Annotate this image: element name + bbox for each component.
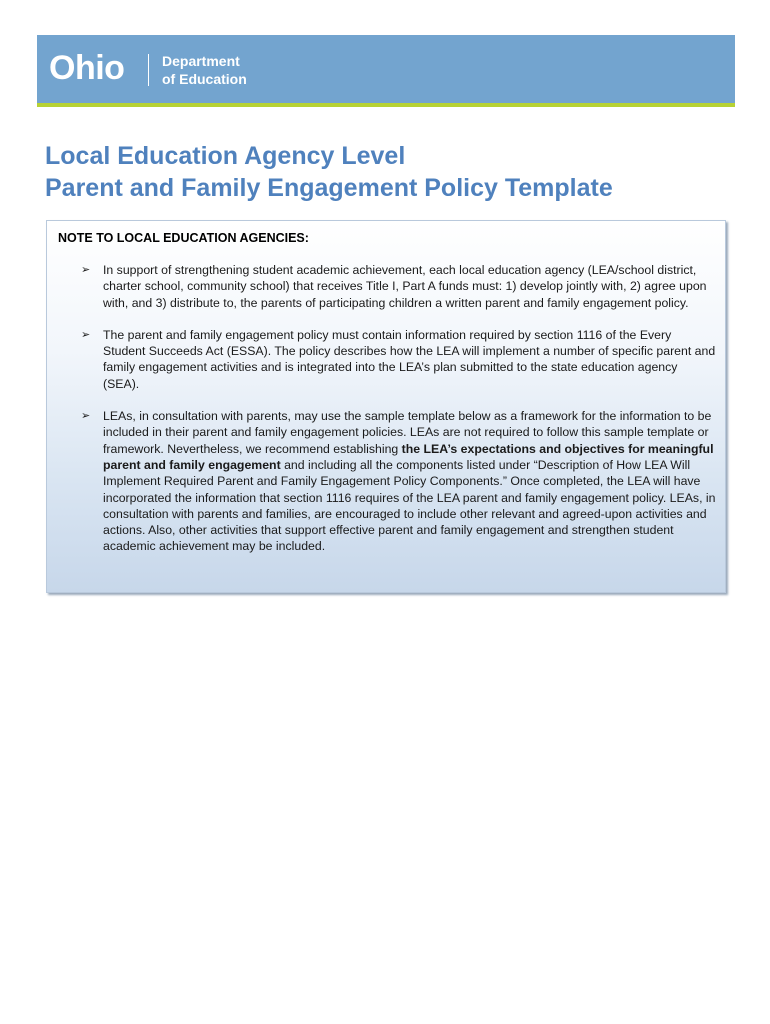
logo-divider [148, 54, 149, 86]
note-item [81, 408, 717, 555]
header-accent-stripe [37, 103, 735, 107]
note-list [81, 262, 717, 571]
arrowhead-bullet-icon: ➢ [81, 263, 91, 276]
note-heading: NOTE TO LOCAL EDUCATION AGENCIES: [58, 231, 309, 245]
department-line-2: of Education [162, 71, 247, 87]
note-item [81, 262, 717, 311]
document-title-line-2: Parent and Family Engagement Policy Template [45, 174, 613, 202]
arrowhead-bullet-icon: ➢ [81, 409, 91, 423]
note-item-text-after: and including all the components listed under “Description of How LEA Will Implement Required Parent and Family Engagement Policy Components.” Once completed, the LEA will have incorporated the information that section 1116 requires of the LEA parent and family engagement policy. LEAs, in consultation with parents and families, are encouraged to include other relevant and agreed-upon activities and actions. Also, other activities that support effective parent and family engagement and strengthen student academic achievement may be included. [103, 457, 716, 554]
note-box [46, 220, 726, 593]
ohio-logo-wordmark: Ohio [49, 49, 125, 87]
department-line-1: Department [162, 53, 240, 69]
note-item-text: In support of strengthening student academic achievement, each local education agency (LEA/school district, charter school, community school) that receives Title I, Part A funds must: 1) develop jointly with, 2) agree upon with, and 3) distribute to, the parents of participating children a written parent and family engagement policy. [103, 263, 707, 310]
document-title [45, 140, 613, 204]
note-item-text-bold: the LEA’s expectations and objectives for meaningful parent and family engagement [103, 441, 714, 472]
document-title-line-1: Local Education Agency Level [45, 142, 406, 170]
header-banner [37, 35, 735, 103]
arrowhead-bullet-icon: ➢ [81, 327, 91, 341]
note-item-text: The parent and family engagement policy must contain information required by section 1116 of the Every Student Succeeds Act (ESSA). The policy describes how the LEA will implement a number of specific parent and family engagement activities and is integrated into the LEA’s plan submitted to the state education agency (SEA). [103, 327, 716, 391]
department-name [162, 52, 247, 88]
note-item [81, 327, 717, 392]
note-item-text-before: LEAs, in consultation with parents, may use the sample template below as a framework for the information to be included in their parent and family engagement policies. LEAs are not required to follow this sample template or framework. Nevertheless, we recommend establishing [103, 409, 712, 456]
